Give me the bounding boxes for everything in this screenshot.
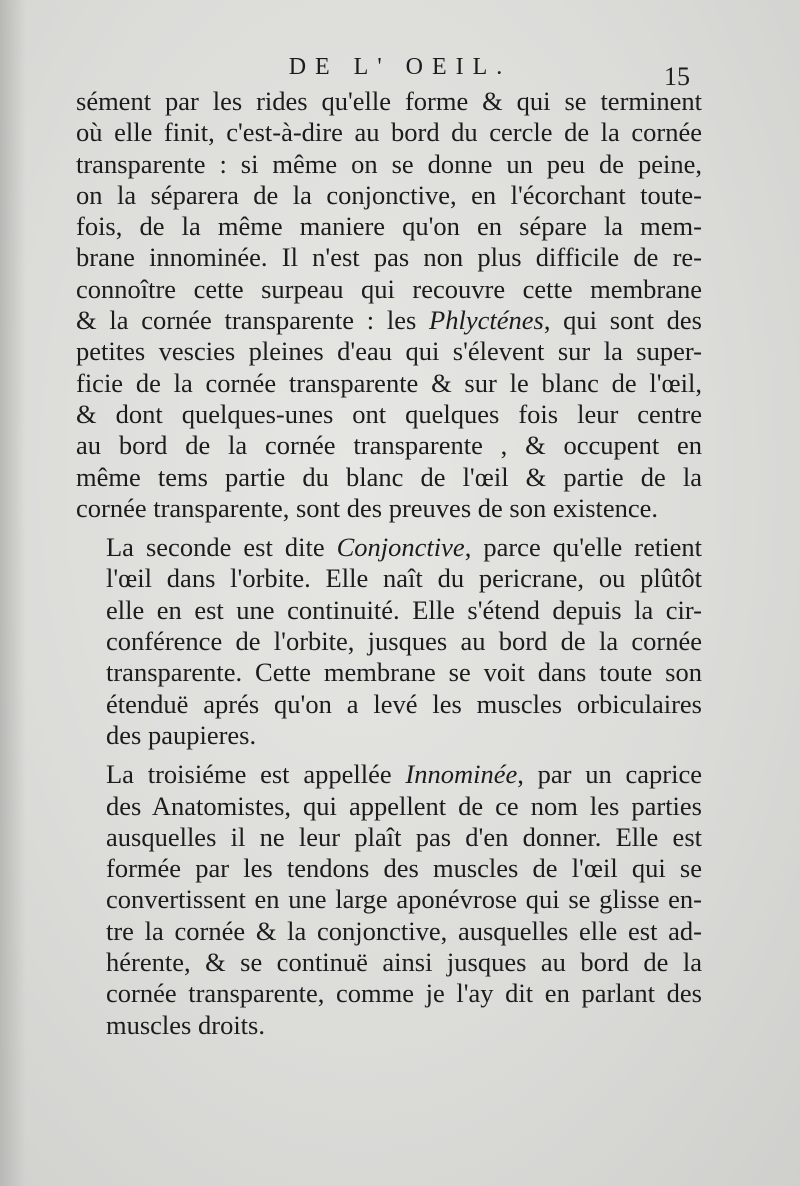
text-line: étenduë aprés qu'on a levé les muscles orbiculaires [106,688,702,719]
text-line: des Anatomistes, qui appellent de ce nom les parties [106,790,702,821]
text-line: des paupieres. [106,719,257,750]
text-line: & dont quelques-unes ont quelques fois leur centre [76,398,702,429]
italic-term: Conjonctive [336,532,465,563]
text-line: fois, de la même maniere qu'on en sépare la mem- [76,211,702,242]
text-line: sément par les rides qu'elle forme & qui se terminent [76,86,702,116]
text-line: hérente, & se continuë ainsi jusques au bord de la [106,947,702,978]
text-line: on la séparera de la conjonctive, en l'écorchant toute- [76,179,702,210]
text-line: elle en est une continuité. Elle s'étend depuis la cir- [106,594,702,625]
text-line: même tems partie du blanc de l'œil & partie de la [76,461,702,492]
paragraph-1 [76,86,702,524]
text-line: muscles droits. [106,1009,265,1040]
paragraph-3 [76,759,702,1041]
text-line: où elle finit, c'est-à-dire au bord du cercle de la cornée [76,117,702,148]
text-line: ficie de la cornée transparente & sur le blanc de l'œil, [76,367,702,398]
text-line: au bord de la cornée transparente , & occupent en [76,430,702,461]
text-line: cornée transparente, sont des preuves de son existence. [76,492,659,523]
body-text [76,86,702,1041]
text-line: transparente : si même on se donne un peu de peine, [76,148,702,179]
text-line: ausquelles il ne leur plaît pas d'en donner. Elle est [106,821,702,852]
text-line: convertissent en une large aponévrose qui se glisse en- [106,884,702,915]
text-line: & la cornée transparente : les Phlycténes, qui sont des [76,305,702,336]
italic-term: Phlycténes [429,305,544,336]
text-line: connoître cette surpeau qui recouvre cette membrane [76,273,702,304]
running-title: DE L' OEIL. [288,54,512,80]
text-line: brane innominée. Il n'est pas non plus difficile de re- [76,242,702,273]
text-line: tre la cornée & la conjonctive, ausquelles elle est ad- [106,915,702,946]
text-line: La troisiéme est appellée Innominée, par un caprice [106,759,702,790]
text-line: formée par les tendons des muscles de l'œil qui se [106,853,702,884]
text-line: l'œil dans l'orbite. Elle naît du pericrane, ou plûtôt [106,563,702,594]
text-line: La seconde est dite Conjonctive, parce qu'elle retient [106,532,702,563]
text-line: petites vescies pleines d'eau qui s'élevent sur la super- [76,336,702,367]
text-line: transparente. Cette membrane se voit dans toute son [106,657,702,688]
page-number: 15 [664,62,690,91]
page-gutter-shadow [0,0,26,1186]
italic-term: Innominée [405,759,518,790]
text-line: conférence de l'orbite, jusques au bord de la cornée [106,626,702,657]
paragraph-2 [76,532,702,751]
text-line: cornée transparente, comme je l'ay dit en parlant des [106,978,702,1009]
